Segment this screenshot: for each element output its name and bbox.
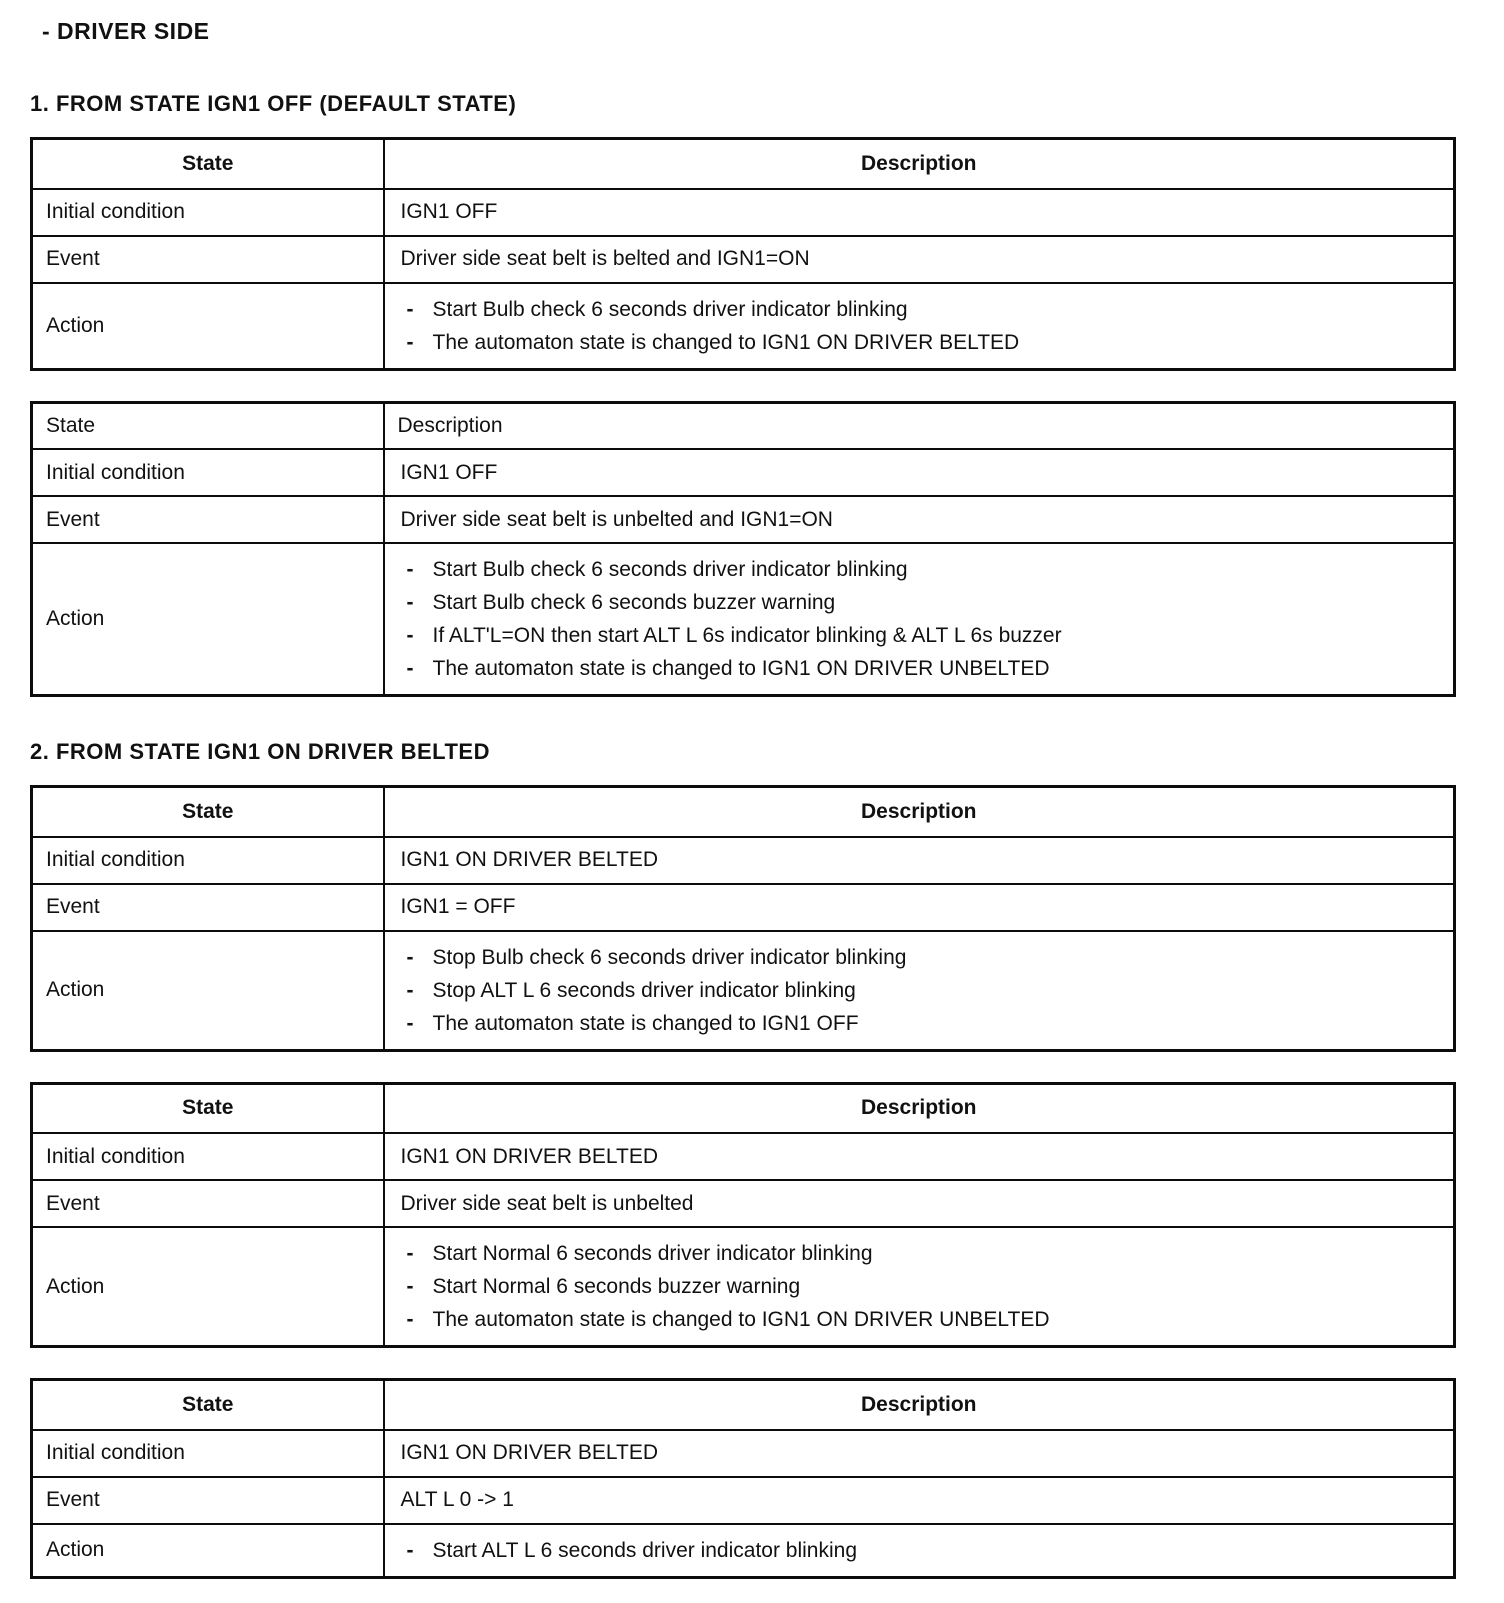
state-table-belted-ign1-off: [30, 785, 1456, 1052]
bullet-text: Start Bulb check 6 seconds buzzer warning: [432, 591, 836, 614]
state-column-header: State: [32, 1083, 384, 1133]
bullet-text: If ALT'L=ON then start ALT L 6s indicator blinking & ALT L 6s buzzer: [432, 624, 1062, 647]
row-label: Initial condition: [32, 1430, 384, 1477]
row-value: IGN1 ON DRIVER BELTED: [384, 837, 1455, 884]
table-header-row: [32, 1083, 1455, 1133]
page-title: - DRIVER SIDE: [42, 18, 210, 44]
row-label: Event: [32, 496, 384, 543]
table-row-event: [32, 1180, 1455, 1227]
table-row-initial-condition: [32, 837, 1455, 884]
row-value: IGN1 OFF: [384, 449, 1455, 496]
action-bullet: [385, 586, 1454, 619]
row-value: [384, 931, 1455, 1051]
table-row-event: [32, 236, 1455, 283]
state-column-header: State: [32, 139, 384, 189]
bullet-text: The automaton state is changed to IGN1 ON DRIVER UNBELTED: [432, 1308, 1050, 1331]
state-column-header: State: [32, 787, 384, 837]
bullet-dash: -: [406, 297, 414, 321]
description-column-header: Description: [384, 1380, 1455, 1430]
bullet-text: Stop Bulb check 6 seconds driver indicator blinking: [432, 945, 907, 969]
description-column-header: Description: [384, 787, 1455, 837]
table-row-initial-condition: [32, 1430, 1455, 1477]
bullet-text: Start ALT L 6 seconds driver indicator blinking: [432, 1538, 858, 1562]
table-header-row: [32, 402, 1455, 449]
description-column-header: Description: [384, 402, 1455, 449]
state-table-ign1-off-unbelted: [30, 401, 1456, 698]
row-value: [384, 1524, 1455, 1578]
row-value: Driver side seat belt is unbelted and IGN1=ON: [384, 496, 1455, 543]
state-column-header: State: [32, 402, 384, 449]
bullet-dash: -: [406, 624, 414, 647]
bullet-dash: -: [406, 1275, 414, 1298]
table-row-initial-condition: [32, 1133, 1455, 1180]
row-value: ALT L 0 -> 1: [384, 1477, 1455, 1524]
row-value: [384, 1227, 1455, 1347]
bullet-dash: -: [406, 591, 414, 614]
action-bullet: [385, 326, 1454, 359]
bullet-dash: -: [406, 657, 414, 680]
description-column-header: Description: [384, 139, 1455, 189]
row-label: Initial condition: [32, 837, 384, 884]
action-bullet: [385, 1007, 1454, 1040]
bullet-text: The automaton state is changed to IGN1 ON DRIVER UNBELTED: [432, 657, 1050, 680]
row-value: IGN1 ON DRIVER BELTED: [384, 1430, 1455, 1477]
bullet-dash: -: [406, 1242, 414, 1265]
bullet-dash: -: [406, 558, 414, 581]
row-label: Initial condition: [32, 189, 384, 236]
bullet-dash: -: [406, 978, 414, 1002]
bullet-dash: -: [406, 1538, 414, 1562]
description-column-header: Description: [384, 1083, 1455, 1133]
row-value: [384, 543, 1455, 696]
table-header-row: [32, 787, 1455, 837]
action-bullet: [385, 974, 1454, 1007]
state-table-belted-altl-event: [30, 1378, 1456, 1579]
table-header-row: [32, 139, 1455, 189]
section-heading-2: 2. FROM STATE IGN1 ON DRIVER BELTED: [30, 739, 490, 764]
state-column-header: State: [32, 1380, 384, 1430]
table-row-event: [32, 884, 1455, 931]
table-row-initial-condition: [32, 189, 1455, 236]
bullet-text: Start Normal 6 seconds buzzer warning: [432, 1275, 801, 1298]
table-row-action: [32, 1524, 1455, 1578]
row-label: Action: [32, 283, 384, 370]
table-row-action: [32, 283, 1455, 370]
state-table-belted-unbelt-event: [30, 1082, 1456, 1349]
row-value: [384, 283, 1455, 370]
bullet-text: Start Normal 6 seconds driver indicator blinking: [432, 1242, 873, 1265]
bullet-text: Stop ALT L 6 seconds driver indicator blinking: [432, 978, 856, 1002]
action-bullet: [385, 619, 1454, 652]
row-label: Event: [32, 236, 384, 283]
bullet-text: Start Bulb check 6 seconds driver indicator blinking: [432, 297, 908, 321]
row-label: Event: [32, 1180, 384, 1227]
action-bullet: [385, 1303, 1454, 1336]
action-bullet: [385, 1270, 1454, 1303]
table-row-event: [32, 496, 1455, 543]
action-bullet: [385, 652, 1454, 685]
action-bullet: [385, 941, 1454, 974]
row-label: Event: [32, 884, 384, 931]
bullet-dash: -: [406, 1308, 414, 1331]
row-value: Driver side seat belt is belted and IGN1=ON: [384, 236, 1455, 283]
row-label: Action: [32, 1227, 384, 1347]
bullet-dash: -: [406, 1011, 414, 1035]
table-row-action: [32, 931, 1455, 1051]
bullet-text: Start Bulb check 6 seconds driver indicator blinking: [432, 558, 908, 581]
row-value: IGN1 OFF: [384, 189, 1455, 236]
table-row-initial-condition: [32, 449, 1455, 496]
table-row-action: [32, 543, 1455, 696]
row-label: Initial condition: [32, 1133, 384, 1180]
row-label: Action: [32, 543, 384, 696]
row-label: Action: [32, 1524, 384, 1578]
table-header-row: [32, 1380, 1455, 1430]
bullet-text: The automaton state is changed to IGN1 OFF: [432, 1011, 859, 1035]
action-bullet: [385, 553, 1454, 586]
row-label: Event: [32, 1477, 384, 1524]
action-bullet: [385, 1237, 1454, 1270]
bullet-dash: -: [406, 945, 414, 969]
action-bullet: [385, 1534, 1454, 1567]
row-value: IGN1 = OFF: [384, 884, 1455, 931]
action-bullet: [385, 293, 1454, 326]
table-row-action: [32, 1227, 1455, 1347]
row-value: IGN1 ON DRIVER BELTED: [384, 1133, 1455, 1180]
state-table-ign1-off-belted: [30, 137, 1456, 371]
row-value: Driver side seat belt is unbelted: [384, 1180, 1455, 1227]
table-row-event: [32, 1477, 1455, 1524]
section-heading-1: 1. FROM STATE IGN1 OFF (DEFAULT STATE): [30, 91, 517, 116]
row-label: Action: [32, 931, 384, 1051]
bullet-dash: -: [406, 330, 414, 354]
row-label: Initial condition: [32, 449, 384, 496]
bullet-text: The automaton state is changed to IGN1 ON DRIVER BELTED: [432, 330, 1020, 354]
